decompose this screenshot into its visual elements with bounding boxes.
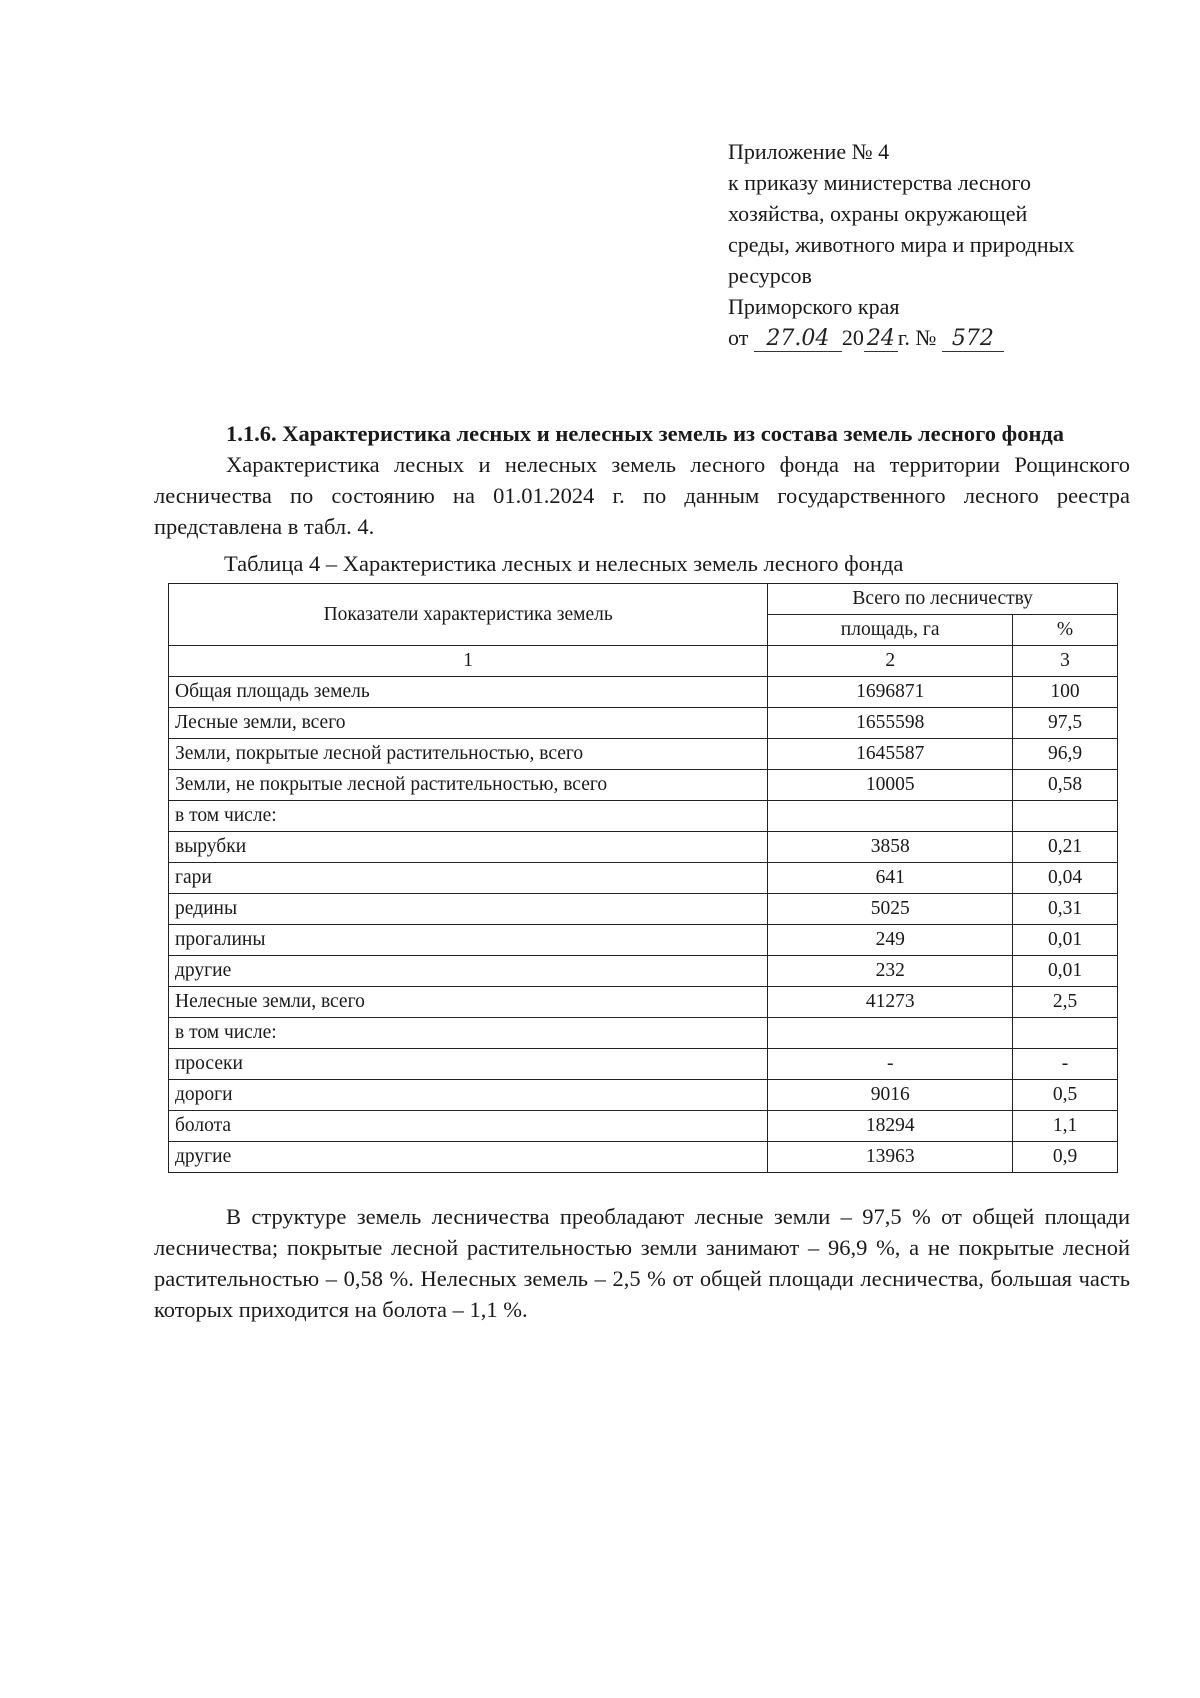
table-row	[169, 770, 1118, 801]
column-number: 3	[1013, 646, 1118, 677]
header-total: Всего по лесничеству	[768, 584, 1118, 615]
row-area: 1645587	[768, 739, 1013, 770]
row-label: Общая площадь земель	[169, 677, 768, 708]
header-indicator: Показатели характеристика земель	[169, 584, 768, 646]
column-number: 2	[768, 646, 1013, 677]
row-area	[768, 801, 1013, 832]
row-label: Земли, покрытые лесной растительностью, всего	[169, 739, 768, 770]
row-label: гари	[169, 863, 768, 894]
handwritten-year: 24	[864, 327, 898, 352]
date-prefix: от	[728, 325, 749, 350]
section-heading: 1.1.6. Характеристика лесных и нелесных земель из состава земель лесного фонда	[226, 421, 1065, 446]
table-row	[169, 1080, 1118, 1111]
row-percent: -	[1013, 1049, 1118, 1080]
row-label: в том числе:	[169, 801, 768, 832]
header-percent: %	[1013, 615, 1118, 646]
row-area	[768, 1018, 1013, 1049]
table-row	[169, 1142, 1118, 1173]
appendix-line: Приморского края	[728, 294, 900, 319]
appendix-line: к приказу министерства лесного	[728, 170, 1032, 195]
row-percent: 0,21	[1013, 832, 1118, 863]
table-row	[169, 708, 1118, 739]
row-label: Нелесные земли, всего	[169, 987, 768, 1018]
row-area: 1655598	[768, 708, 1013, 739]
number-prefix: г. №	[897, 325, 937, 350]
table-row	[169, 894, 1118, 925]
row-percent: 2,5	[1013, 987, 1118, 1018]
table-caption: Таблица 4 – Характеристика лесных и нелесных земель лесного фонда	[224, 551, 904, 576]
row-label: просеки	[169, 1049, 768, 1080]
row-label: другие	[169, 956, 768, 987]
row-area: 3858	[768, 832, 1013, 863]
appendix-line: среды, животного мира и природных	[728, 232, 1075, 257]
table-row	[169, 832, 1118, 863]
header-area: площадь, га	[768, 615, 1013, 646]
handwritten-date: 27.04	[754, 327, 842, 352]
row-percent: 0,58	[1013, 770, 1118, 801]
table-row	[169, 677, 1118, 708]
row-percent: 0,5	[1013, 1080, 1118, 1111]
row-area: 5025	[768, 894, 1013, 925]
land-characteristics-table	[168, 583, 1118, 1173]
table-row	[169, 956, 1118, 987]
table-row	[169, 1111, 1118, 1142]
appendix-block	[728, 136, 1148, 353]
row-percent	[1013, 801, 1118, 832]
row-area: 13963	[768, 1142, 1013, 1173]
row-label: дороги	[169, 1080, 768, 1111]
summary-paragraph: В структуре земель лесничества преобладают лесные земли – 97,5 % от общей площади лесничества; покрытые лесной растительностью земли занимают – 96,9 %, а не покрытые лесной растительностью – 0,58 %. Нелесных земель – 2,5 % от общей площади лесничества, большая часть которых приходится на болота – 1,1 %.	[154, 1204, 1130, 1322]
row-area: 41273	[768, 987, 1013, 1018]
row-area: 10005	[768, 770, 1013, 801]
row-percent: 96,9	[1013, 739, 1118, 770]
document-content	[154, 418, 1130, 1325]
row-area: 232	[768, 956, 1013, 987]
row-percent: 0,01	[1013, 956, 1118, 987]
row-percent: 100	[1013, 677, 1118, 708]
table-row	[169, 1018, 1118, 1049]
table-row	[169, 739, 1118, 770]
row-label: Лесные земли, всего	[169, 708, 768, 739]
row-label: болота	[169, 1111, 768, 1142]
row-label: в том числе:	[169, 1018, 768, 1049]
table-row	[169, 1049, 1118, 1080]
order-date-line	[728, 322, 1148, 353]
row-area: -	[768, 1049, 1013, 1080]
row-percent: 1,1	[1013, 1111, 1118, 1142]
table-row	[169, 987, 1118, 1018]
appendix-line: ресурсов	[728, 263, 812, 288]
row-area: 641	[768, 863, 1013, 894]
row-percent: 0,04	[1013, 863, 1118, 894]
table-row	[169, 925, 1118, 956]
row-area: 1696871	[768, 677, 1013, 708]
appendix-line: Приложение № 4	[728, 139, 890, 164]
row-area: 9016	[768, 1080, 1013, 1111]
handwritten-order-number: 572	[942, 327, 1004, 352]
table-row	[169, 801, 1118, 832]
row-area: 18294	[768, 1111, 1013, 1142]
row-label: редины	[169, 894, 768, 925]
row-label: прогалины	[169, 925, 768, 956]
row-percent: 0,9	[1013, 1142, 1118, 1173]
row-percent: 0,31	[1013, 894, 1118, 925]
row-percent	[1013, 1018, 1118, 1049]
row-percent: 97,5	[1013, 708, 1118, 739]
year-prefix: 20	[841, 325, 864, 350]
table-body	[169, 677, 1118, 1173]
table-row	[169, 863, 1118, 894]
row-label: вырубки	[169, 832, 768, 863]
column-number: 1	[169, 646, 768, 677]
row-label: Земли, не покрытые лесной растительностью, всего	[169, 770, 768, 801]
row-area: 249	[768, 925, 1013, 956]
row-percent: 0,01	[1013, 925, 1118, 956]
appendix-line: хозяйства, охраны окружающей	[728, 201, 1028, 226]
row-label: другие	[169, 1142, 768, 1173]
intro-paragraph: Характеристика лесных и нелесных земель лесного фонда на территории Рощинского лесничества по состоянию на 01.01.2024 г. по данным государственного лесного реестра представлена в табл. 4.	[154, 452, 1130, 539]
